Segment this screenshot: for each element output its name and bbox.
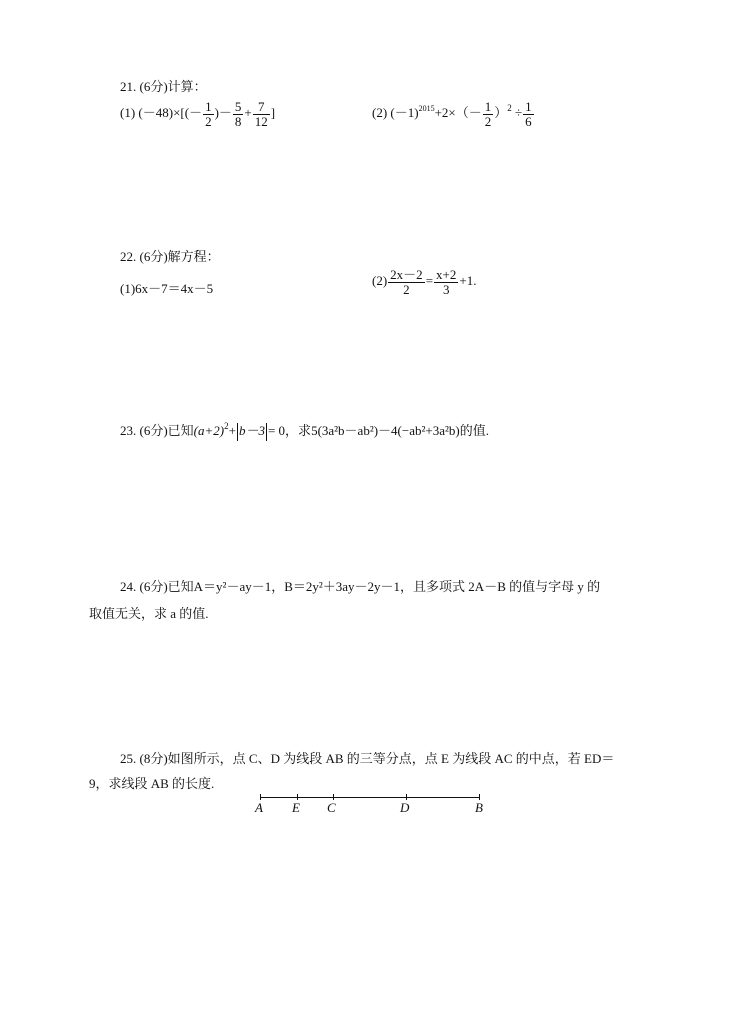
expr-text: ） <box>494 105 508 121</box>
divide-sign: ÷ <box>515 105 523 121</box>
equals-sign: = <box>425 273 434 289</box>
part-label: (2) <box>372 273 388 289</box>
q25-line2: 9，求线段 AB 的长度. <box>89 776 215 791</box>
q21-part2 <box>372 100 535 128</box>
point-label-e: E <box>292 800 300 815</box>
expr-text: + <box>244 105 252 121</box>
q22-title: 22. (6分)解方程： <box>120 249 220 264</box>
expr-text: (a+2) <box>193 423 225 438</box>
absolute-bar-left <box>237 423 238 441</box>
fraction: $\frac{x+2}{3}$ <box>436 267 457 297</box>
exponent: 2 <box>224 421 229 431</box>
segment-ab-line <box>260 797 480 798</box>
expr-text: +1. <box>459 273 477 289</box>
q21-title: 21. (6分)计算： <box>120 79 207 94</box>
plus-sign: + <box>228 423 236 438</box>
q22-part1 <box>120 278 213 297</box>
question-prefix: 23. (6分)已知 <box>120 423 194 438</box>
fraction: $\frac{1}{2}$ <box>205 99 212 129</box>
expr-text: (－48)×[(－ <box>138 105 203 121</box>
q24-line1: 24. (6分)已知A＝y²－ay－1，B＝2y²＋3ay－2y－1，且多项式 2A－B 的值与字母 y 的 <box>120 579 601 594</box>
equation: 6x－7＝4x－5 <box>135 281 214 296</box>
point-label-b: B <box>475 800 483 815</box>
expr-text: ] <box>270 105 276 121</box>
part-label: (1) <box>120 105 136 121</box>
absolute-bar-right <box>266 423 267 441</box>
abs-value-expr: b－3 <box>238 423 265 438</box>
q24-line2: 取值无关，求 a 的值. <box>89 606 209 621</box>
fraction: $\frac{2x-2}{2}$ <box>390 267 423 297</box>
exponent: 2 <box>507 103 512 114</box>
expr-text: +2×（－ <box>434 105 482 121</box>
expr-text: (－1) <box>390 105 419 121</box>
fraction: $\frac{5}{8}$ <box>234 99 242 129</box>
point-label-a: A <box>255 800 263 815</box>
exponent: 2015 <box>418 104 435 114</box>
point-label-c: C <box>327 800 336 815</box>
part-label: (2) <box>372 105 388 121</box>
q23-text <box>120 420 489 441</box>
expr-text: 5(3a²b－ab²)－4(−ab²+3a²b) <box>311 423 460 438</box>
expr-text: = 0，求 <box>267 423 312 438</box>
q21-part1 <box>120 100 275 128</box>
fraction: $\frac{7}{12}$ <box>254 99 268 129</box>
point-label-d: D <box>400 800 410 815</box>
fraction: $\frac{1}{2}$ <box>484 99 492 129</box>
fraction: $\frac{1}{6}$ <box>525 99 532 129</box>
part-label: (1) <box>120 281 136 296</box>
q25-line1: 25. (8分)如图所示，点 C、D 为线段 AB 的三等分点，点 E 为线段 AC 的中点，若 ED＝ <box>120 751 615 766</box>
question-tail: 的值. <box>459 423 489 438</box>
q22-part2 <box>372 268 476 296</box>
expr-text: )－ <box>214 105 232 121</box>
